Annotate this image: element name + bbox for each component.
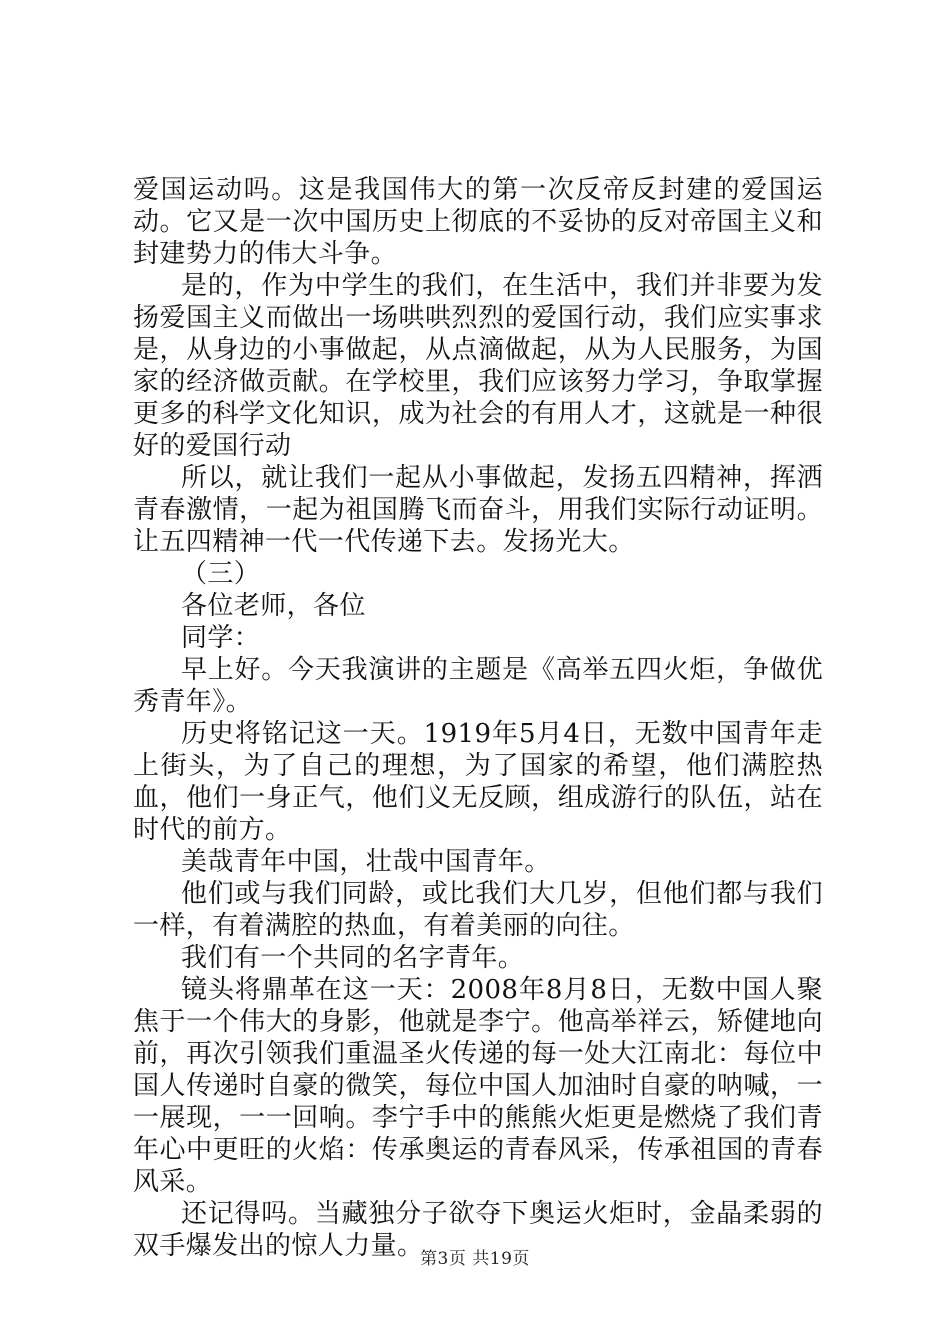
greeting-line-1: 各位老师，各位 [181, 591, 366, 621]
paragraph-name: 我们有一个共同的名字青年。 [181, 943, 525, 973]
paragraph-remember: 还记得吗。当藏独分子欲夺下奥运火炬时，金晶柔弱的双手爆发出的惊人力量。 [133, 1199, 823, 1261]
paragraph-praise: 美哉青年中国，壮哉中国青年。 [181, 847, 551, 877]
paragraph-history: 历史将铭记这一天。1919年5月4日，无数中国青年走上街头，为了自己的理想，为了国家的希望，他们满腔热血，他们一身正气，他们义无反顾，组成游行的队伍，站在时代的前方。 [133, 719, 823, 845]
greeting-line-2: 同学： [181, 623, 261, 653]
paragraph-1: 爱国运动吗。这是我国伟大的第一次反帝反封建的爱国运动。它又是一次中国历史上彻底的不妥协的反对帝国主义和封建势力的伟大斗争。 [133, 175, 823, 269]
paragraph-peers: 他们或与我们同龄，或比我们大几岁，但他们都与我们一样，有着满腔的热血，有着美丽的向往。 [133, 879, 823, 941]
document-body [133, 174, 823, 1262]
section-heading: （三） [181, 559, 261, 589]
paragraph-topic: 早上好。今天我演讲的主题是《高举五四火炬，争做优秀青年》。 [133, 655, 823, 717]
paragraph-2: 是的，作为中学生的我们，在生活中，我们并非要为发扬爱国主义而做出一场哄哄烈烈的爱国行动，我们应实事求是，从身边的小事做起，从点滴做起，从为人民服务，为国家的经济做贡献。在学校里，我们应该努力学习，争取掌握更多的科学文化知识，成为社会的有用人才，这就是一种很好的爱国行动 [133, 271, 823, 461]
page-number-footer: 第3页 共19页 [420, 1249, 530, 1269]
paragraph-3: 所以，就让我们一起从小事做起，发扬五四精神，挥洒青春激情，一起为祖国腾飞而奋斗，用我们实际行动证明。让五四精神一代一代传递下去。发扬光大。 [133, 463, 823, 557]
paragraph-olympics: 镜头将鼎革在这一天：2008年8月8日，无数中国人聚焦于一个伟大的身影，他就是李宁。他高举祥云，矫健地向前，再次引领我们重温圣火传递的每一处大江南北：每位中国人传递时自豪的微笑，每位中国人加油时自豪的呐喊，一一展现，一一回响。李宁手中的熊熊火炬更是燃烧了我们青年心中更旺的火焰：传承奥运的青春风采，传承祖国的青春风采。 [133, 975, 823, 1197]
